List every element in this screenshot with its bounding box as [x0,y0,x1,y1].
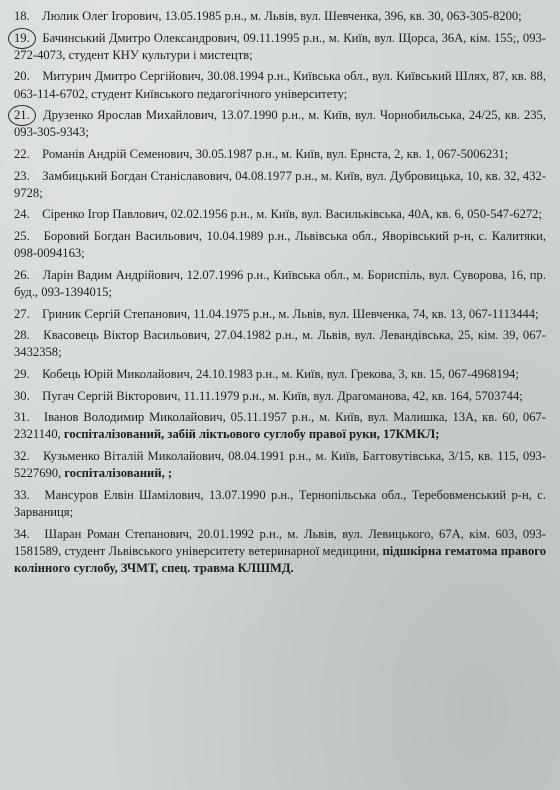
list-item [12,8,546,25]
list-item [12,267,546,301]
entry-text: Іванов Володимир Миколайович, 05.11.1957 р.н., м. Київ, вул. Малишка, 13А, кв. 60, 067-2321140, [14,410,546,442]
entry-text: Друзенко Ярослав Михайлович, 13.07.1990 р.н., м. Київ, вул. Чорнобильська, 24/25, кв. 235, 093-305-9343; [14,108,546,140]
list-item [12,409,546,443]
list-item [12,68,546,102]
list-item [12,107,546,141]
entry-text: Замбицький Богдан Станіславович, 04.08.1977 р.н., м. Київ, вул. Дубровицька, 10, кв. 32, 432-9728; [14,168,546,200]
entry-text: Квасовець Віктор Васильович, 27.04.1982 р.н., м. Львів, вул. Левандівська, 25, кім. 39, 067-3432358; [14,328,546,360]
list-item [12,30,546,64]
entry-number: 30. [14,388,30,403]
entry-text: Кобець Юрій Миколайович, 24.10.1983 р.н., м. Київ, вул. Грекова, 3, кв. 15, 067-4968194; [42,366,519,381]
list-item [12,168,546,202]
list-item [12,448,546,482]
entry-number: 33. [14,487,30,502]
entry-text: Мансуров Елвін Шамілович, 13.07.1990 р.н., Тернопільська обл., Теребовменський р-н, с. Зарваниця; [14,487,546,519]
list-item [12,146,546,163]
list-item [12,526,546,578]
entry-text: Шаран Роман Степанович, 20.01.1992 р.н., м. Львів, вул. Левицького, 67А, кім. 603, 093-1581589, студент Львівського університету ветеринарної медицини, [14,526,546,558]
list-item [12,228,546,262]
list-item [12,206,546,223]
entry-number: 27. [14,306,30,321]
entry-text: Боровий Богдан Васильович, 10.04.1989 р.н., Львівська обл., Яворівський р-н, с. Калитяки, 098-0094163; [14,228,546,261]
entry-text: Романів Андрій Семенович, 30.05.1987 р.н., м. Київ, вул. Ернста, 2, кв. 1, 067-5006231; [42,146,509,161]
entry-number: 32. [14,448,30,463]
entry-text: Митурич Дмитро Сергійович, 30.08.1994 р.н., Київська обл., вул. Київський Шлях, 87, кв. 88, 063-114-6702, студент Київського педагогічного університету; [14,69,546,101]
entry-number-circled: 21. [14,107,39,124]
entry-text: Бачинський Дмитро Олександрович, 09.11.1995 р.н., м. Київ, вул. Щорса, 36А, кім. 155;, 093-272-4073, студент КНУ культури і мистецтв; [14,30,546,62]
entry-note: підшкірна гематома правого колінного суглобу, ЗЧМТ, спец. травма КЛШМД. [14,543,546,575]
entry-number: 29. [14,366,30,381]
entry-number: 24. [14,207,30,222]
list-item [12,366,546,383]
entry-text: Сіренко Ігор Павлович, 02.02.1956 р.н., м. Київ, вул. Васильківська, 40А, кв. 6, 050-547-6272; [42,207,542,222]
list-item [12,388,546,405]
entry-number-circled: 19. [14,30,39,47]
entry-text: Ларін Вадим Андрійович, 12.07.1996 р.н., Київська обл., м. Бориспіль, вул. Суворова, 16, пр. буд., 093-1394015; [14,267,546,299]
entry-number: 22. [14,146,30,161]
entry-number: 31. [14,410,30,425]
entry-number: 26. [14,267,30,282]
list-item [12,327,546,361]
entry-text: Пугач Сергій Вікторович, 11.11.1979 р.н., м. Київ, вул. Драгоманова, 42, кв. 164, 5703744; [42,388,523,403]
list-item [12,306,546,323]
entry-text: Гриник Сергій Степанович, 11.04.1975 р.н., м. Львів, вул. Шевченка, 74, кв. 13, 067-1113444; [42,306,539,321]
entry-text: Кузьменко Віталій Миколайович, 08.04.1991 р.н., м. Київ, Багговутівська, 3/15, кв. 115, 093-5227690, [14,448,546,481]
entry-number: 20. [14,69,30,84]
entry-note: госпіталізований, забій ліктьового суглобу правої руки, 17КМКЛ; [63,427,440,442]
entry-number: 23. [14,168,30,183]
entry-number: 18. [14,9,30,23]
entry-number: 28. [14,328,30,343]
entry-number: 25. [14,228,30,243]
list-item [12,487,546,521]
entry-text: Люлик Олег Ігорович, 13.05.1985 р.н., м. Львів, вул. Шевченка, 396, кв. 30, 063-305-8200; [42,9,522,23]
entry-number: 34. [14,526,30,541]
entry-note: госпіталізований, ; [64,466,173,481]
